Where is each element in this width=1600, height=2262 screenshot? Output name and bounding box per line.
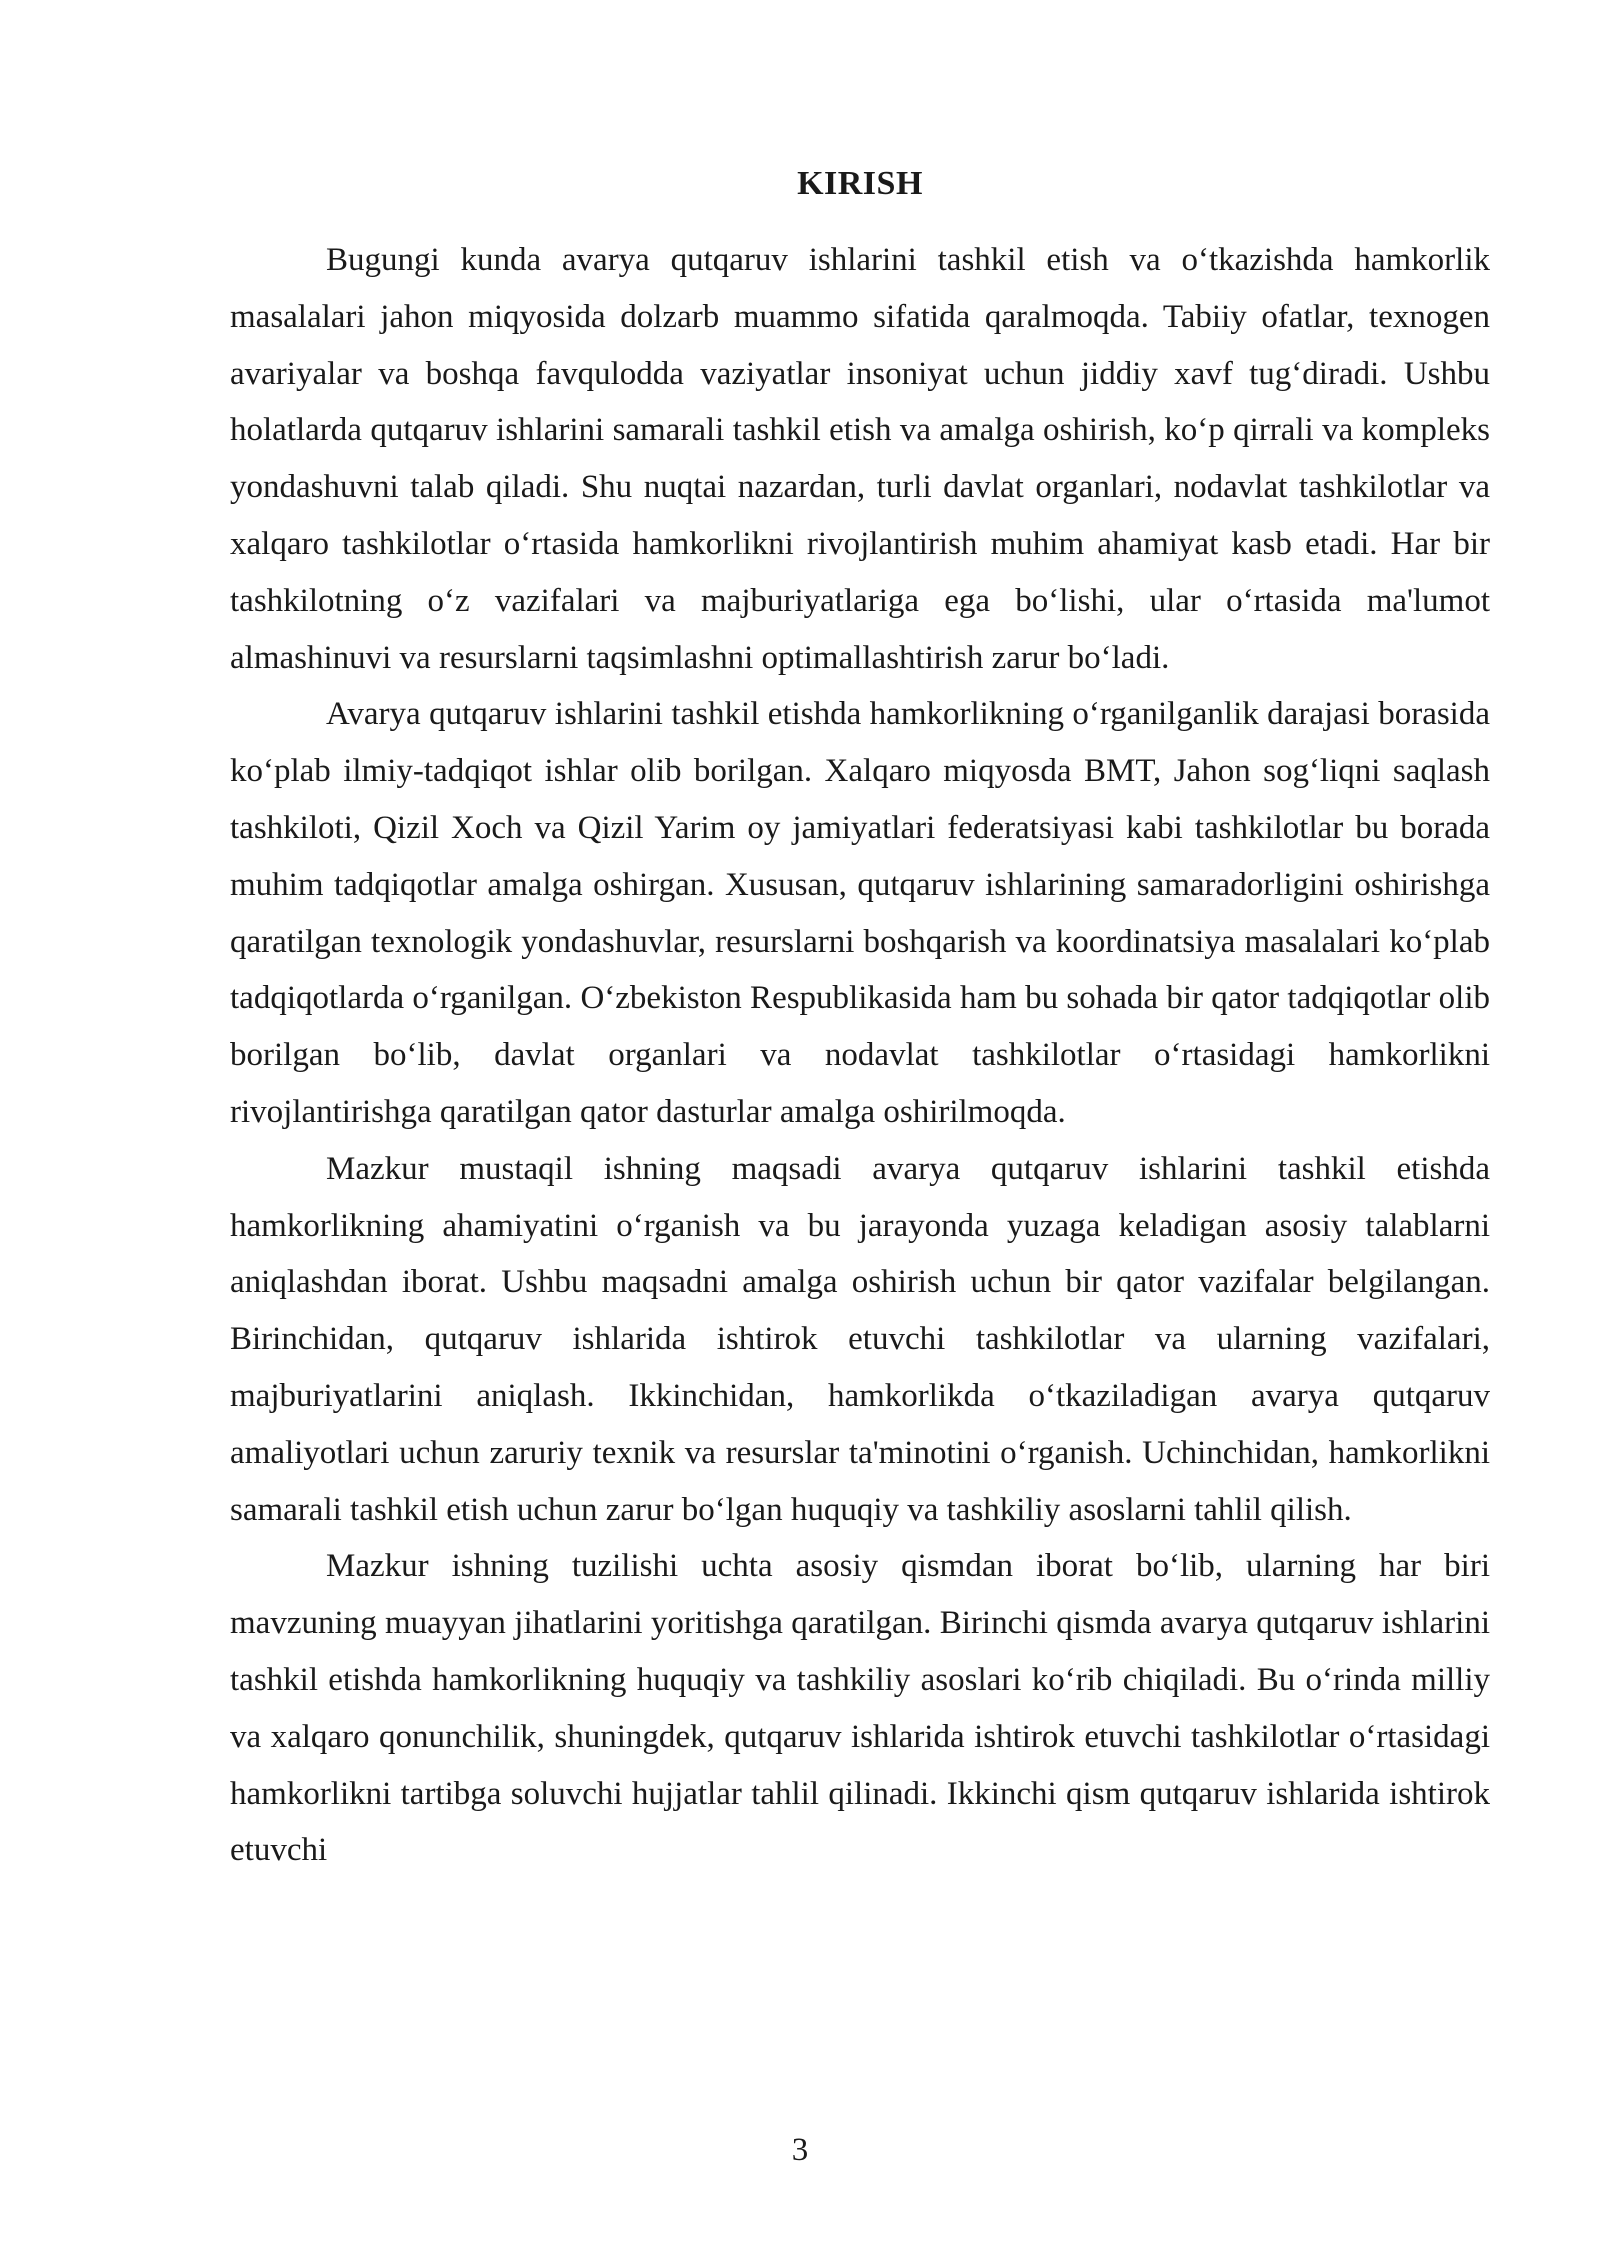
paragraph-structure: Mazkur ishning tuzilishi uchta asosiy qismdan iborat bo‘lib, ularning har biri mavzuning muayyan jihatlarini yoritishga qaratilgan. Birinchi qismda avarya qutqaruv ishlarini tashkil etishda hamkorlikning huquqiy va tashkiliy asoslari ko‘rib chiqiladi. Bu o‘rinda milliy va xalqaro qonunchilik, shuningdek, qutqaruv ishlarida ishtirok etuvchi tashkilotlar o‘rtasidagi hamkorlikni tartibga soluvchi hujjatlar tahlil qilinadi. Ikkinchi qism qutqaruv ishlarida ishtirok etuvchi [230,1548,1490,1869]
document-page [230,160,1490,1879]
paragraph-goals: Mazkur mustaqil ishning maqsadi avarya qutqaruv ishlarini tashkil etishda hamkorlikning ahamiyatini o‘rganish va bu jarayonda yuzaga keladigan asosiy talablarni aniqlashdan iborat. Ushbu maqsadni amalga oshirish uchun bir qator vazifalar belgilangan. Birinchidan, qutqaruv ishlarida ishtirok etuvchi tashkilotlar va ularning vazifalari, majburiyatlarini aniqlash. Ikkinchidan, hamkorlikda o‘tkaziladigan avarya qutqaruv amaliyotlari uchun zaruriy texnik va resurslar ta'minotini o‘rganish. Uchinchidan, hamkorlikni samarali tashkil etish uchun zarur bo‘lgan huquqiy va tashkiliy asoslarni tahlil qilish. [230,1150,1490,1528]
page-number: 3 [791,2132,809,2168]
paragraph-intro: Bugungi kunda avarya qutqaruv ishlarini tashkil etish va o‘tkazishda hamkorlik masalalari jahon miqyosida dolzarb muammo sifatida qaralmoqda. Tabiiy ofatlar, texnogen avariyalar va boshqa favqulodda vaziyatlar insoniyat uchun jiddiy xavf tug‘diradi. Ushbu holatlarda qutqaruv ishlarini samarali tashkil etish va amalga oshirish, ko‘p qirrali va kompleks yondashuvni talab qiladi. Shu nuqtai nazardan, turli davlat organlari, nodavlat tashkilotlar va xalqaro tashkilotlar o‘rtasida hamkorlikni rivojlantirish muhim ahamiyat kasb etadi. Har bir tashkilotning o‘z vazifalari va majburiyatlariga ega bo‘lishi, ular o‘rtasida ma'lumot almashinuvi va resurslarni taqsimlashni optimallashtirish zarur bo‘ladi. [230,242,1490,676]
paragraph-research-status: Avarya qutqaruv ishlarini tashkil etishda hamkorlikning o‘rganilganlik darajasi borasida ko‘plab ilmiy-tadqiqot ishlar olib borilgan. Xalqaro miqyosda BMT, Jahon sog‘liqni saqlash tashkiloti, Qizil Xoch va Qizil Yarim oy jamiyatlari federatsiyasi kabi tashkilotlar bu borada muhim tadqiqotlar amalga oshirgan. Xususan, qutqaruv ishlarining samaradorligini oshirishga qaratilgan texnologik yondashuvlar, resurslarni boshqarish va koordinatsiya masalalari ko‘plab tadqiqotlarda o‘rganilgan. O‘zbekiston Respublikasida ham bu sohada bir qator tadqiqotlar olib borilgan bo‘lib, davlat organlari va nodavlat tashkilotlar o‘rtasidagi hamkorlikni rivojlantirishga qaratilgan qator dasturlar amalga oshirilmoqda. [230,696,1490,1130]
document-title: KIRISH [797,165,923,202]
